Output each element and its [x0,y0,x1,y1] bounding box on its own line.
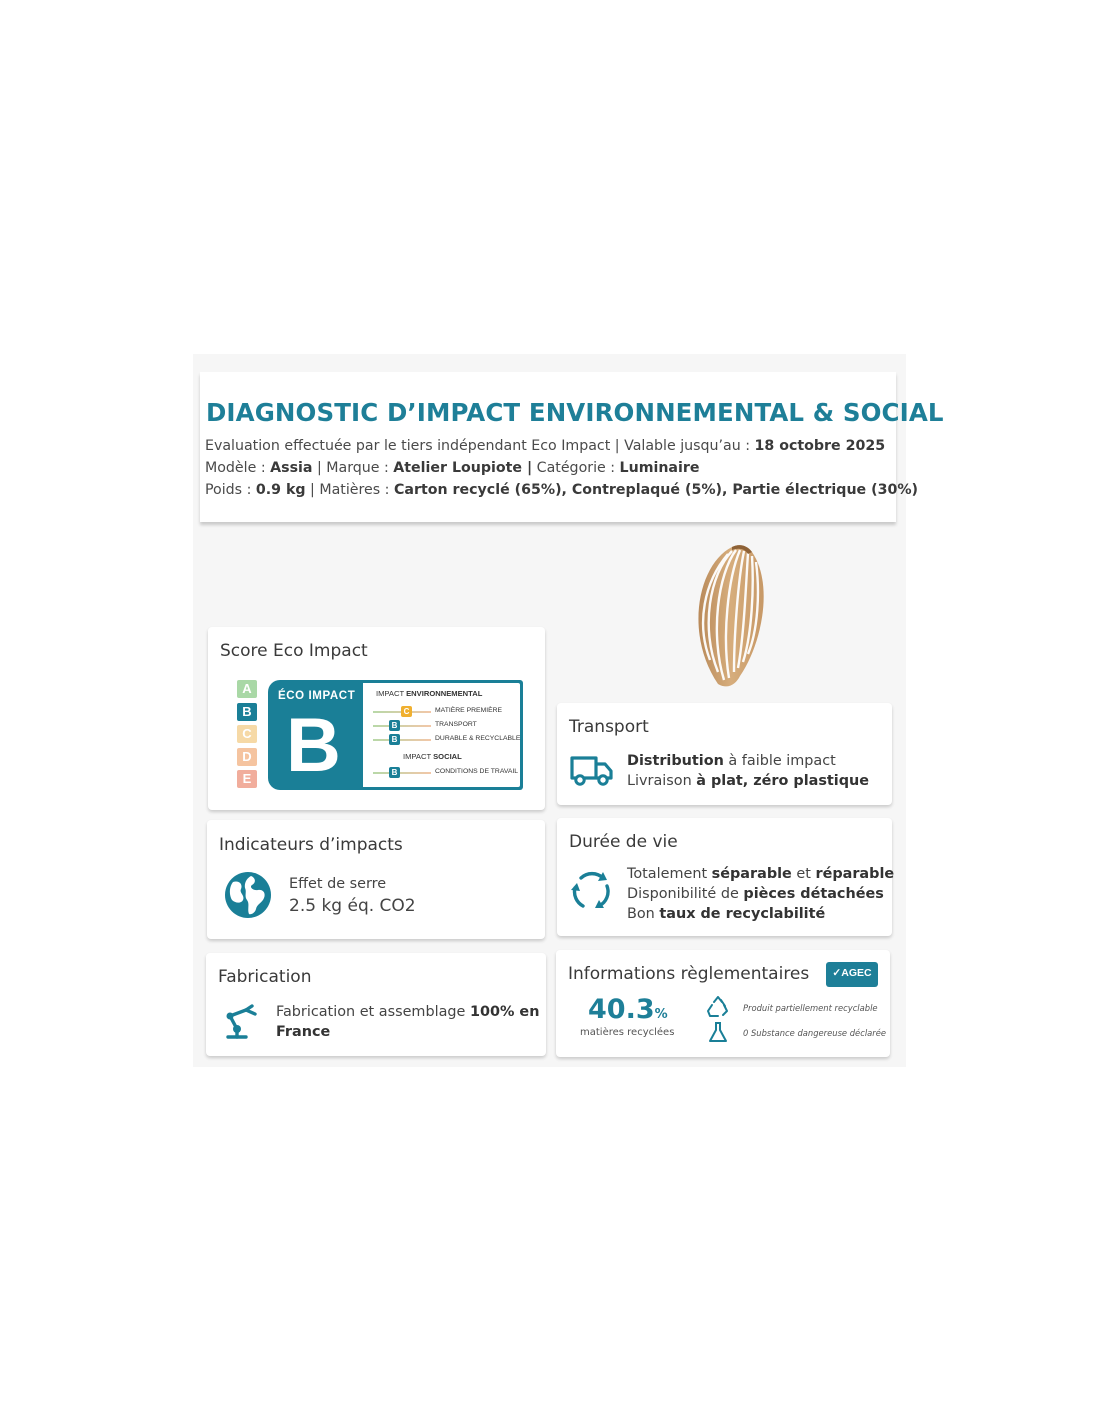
lifespan-line-1 [627,864,894,884]
criterion-bar [373,739,431,741]
flask-icon [708,1021,728,1043]
lifespan-text-3: Bon [627,906,660,922]
lifespan-title: Durée de vie [569,832,678,852]
agec-badge [826,962,878,987]
env-heading [376,689,482,698]
transport-line-1 [627,751,836,771]
lifespan-bold-1: séparable [711,866,792,882]
score-card [208,627,545,810]
regulatory-card [556,950,890,1057]
recycle-arrows-icon [569,868,613,912]
criterion-row [373,734,521,746]
eco-impact-grade: B [286,703,341,788]
criterion-row [373,767,518,779]
lifespan-text-2: Disponibilité de [627,886,744,902]
lamp-product-image [688,544,770,690]
ladder-grade-a: A [237,680,257,698]
criterion-grade: B [389,734,400,745]
transport-line-2 [627,771,869,791]
grade-ladder [237,680,257,793]
check-icon: ✓ [832,967,842,979]
lifespan-line-3 [627,904,825,924]
criterion-grade: B [389,767,400,778]
transport-bold-2: à plat, zéro plastique [696,773,870,789]
criterion-bar [373,772,431,774]
eco-impact-title: ÉCO IMPACT [278,690,356,702]
env-bold: ENVIRONNEMENTAL [406,689,483,698]
criterion-row [373,706,518,718]
impact-label: Effet de serre [289,876,387,892]
lifespan-card [557,818,895,936]
fabrication-card [206,953,546,1056]
transport-title: Transport [569,717,649,737]
criterion-grade: C [401,706,412,717]
truck-icon [570,754,614,786]
transport-card [557,703,892,805]
score-title: Score Eco Impact [220,641,368,661]
recycled-value: 40.3 [588,994,655,1025]
ladder-grade-d: D [237,748,257,766]
recycled-unit: % [654,1007,668,1022]
brand-label: | Marque : [312,460,394,476]
impacts-card [207,820,545,939]
fabrication-line-1 [276,1002,539,1022]
category-label: Catégorie : [532,460,620,476]
transport-text-2: Livraison [627,773,697,789]
recycled-label: matières recyclées [580,1027,675,1038]
eco-impact-label [268,680,523,790]
criterion-label: CONDITIONS DE TRAVAIL [435,768,519,775]
fabrication-text: Fabrication et assemblage [276,1004,470,1020]
ladder-grade-b: B [237,703,257,721]
fabrication-title: Fabrication [218,967,312,987]
header-card [200,372,944,522]
materials-value: Carton recyclé (65%), Contreplaqué (5%), Partie électrique (30%) [393,482,919,498]
category-value: Luminaire [619,460,700,476]
product-line [205,460,700,476]
fabrication-country: France [276,1024,331,1040]
recycled-percentage [588,995,668,1030]
robot-arm-icon [222,1002,260,1040]
lifespan-bold-1b: réparable [815,866,895,882]
impact-value: 2.5 kg éq. CO2 [289,896,416,916]
recycle-icon [706,996,730,1018]
valid-until: 18 octobre 2025 [754,438,886,454]
eco-impact-details [363,683,520,787]
lifespan-bold-2: pièces détachées [743,886,884,902]
model-label: Modèle : [205,460,271,476]
page-title: DIAGNOSTIC D’IMPACT ENVIRONNEMENTAL & SOCIAL [206,398,944,427]
criterion-label: TRANSPORT [435,721,477,728]
fabrication-line-2 [276,1022,330,1042]
env-prefix: IMPACT [376,689,407,698]
criterion-bar [373,725,431,727]
hazardous-info: 0 Substance dangereuse déclarée [743,1028,887,1038]
criterion-grade: B [389,720,400,731]
lifespan-line-2 [627,884,884,904]
social-heading [403,752,462,761]
fabrication-bold: 100% en [469,1004,540,1020]
weight-value: 0.9 kg [255,482,306,498]
lifespan-text-1: Totalement [627,866,712,882]
lifespan-bold-3: taux de recyclabilité [659,906,826,922]
social-prefix: IMPACT [403,752,434,761]
criterion-label: DURABLE & RECYCLABLE [435,735,521,742]
social-bold: SOCIAL [433,752,462,761]
recyclability-info: Produit partiellement recyclable [743,1003,878,1013]
materials-line [205,482,918,498]
brand-value: Atelier Loupiote | [393,460,533,476]
impacts-title: Indicateurs d’impacts [219,835,403,855]
globe-icon [223,870,273,920]
materials-label: | Matières : [305,482,394,498]
lifespan-text-1b: et [791,866,816,882]
model-value: Assia [270,460,313,476]
criterion-row [373,720,518,732]
transport-bold-1: Distribution [627,753,724,769]
evaluation-line [205,438,885,454]
ladder-grade-e: E [237,770,257,788]
evaluation-text: Evaluation effectuée par le tiers indépendant Eco Impact | Valable jusqu’au : [205,438,755,454]
criterion-label: MATIÈRE PREMIÈRE [435,707,503,714]
regulatory-title: Informations règlementaires [568,964,810,984]
agec-label: AGEC [841,967,872,979]
weight-label: Poids : [205,482,256,498]
transport-text-1: à faible impact [723,753,836,769]
ladder-grade-c: C [237,725,257,743]
